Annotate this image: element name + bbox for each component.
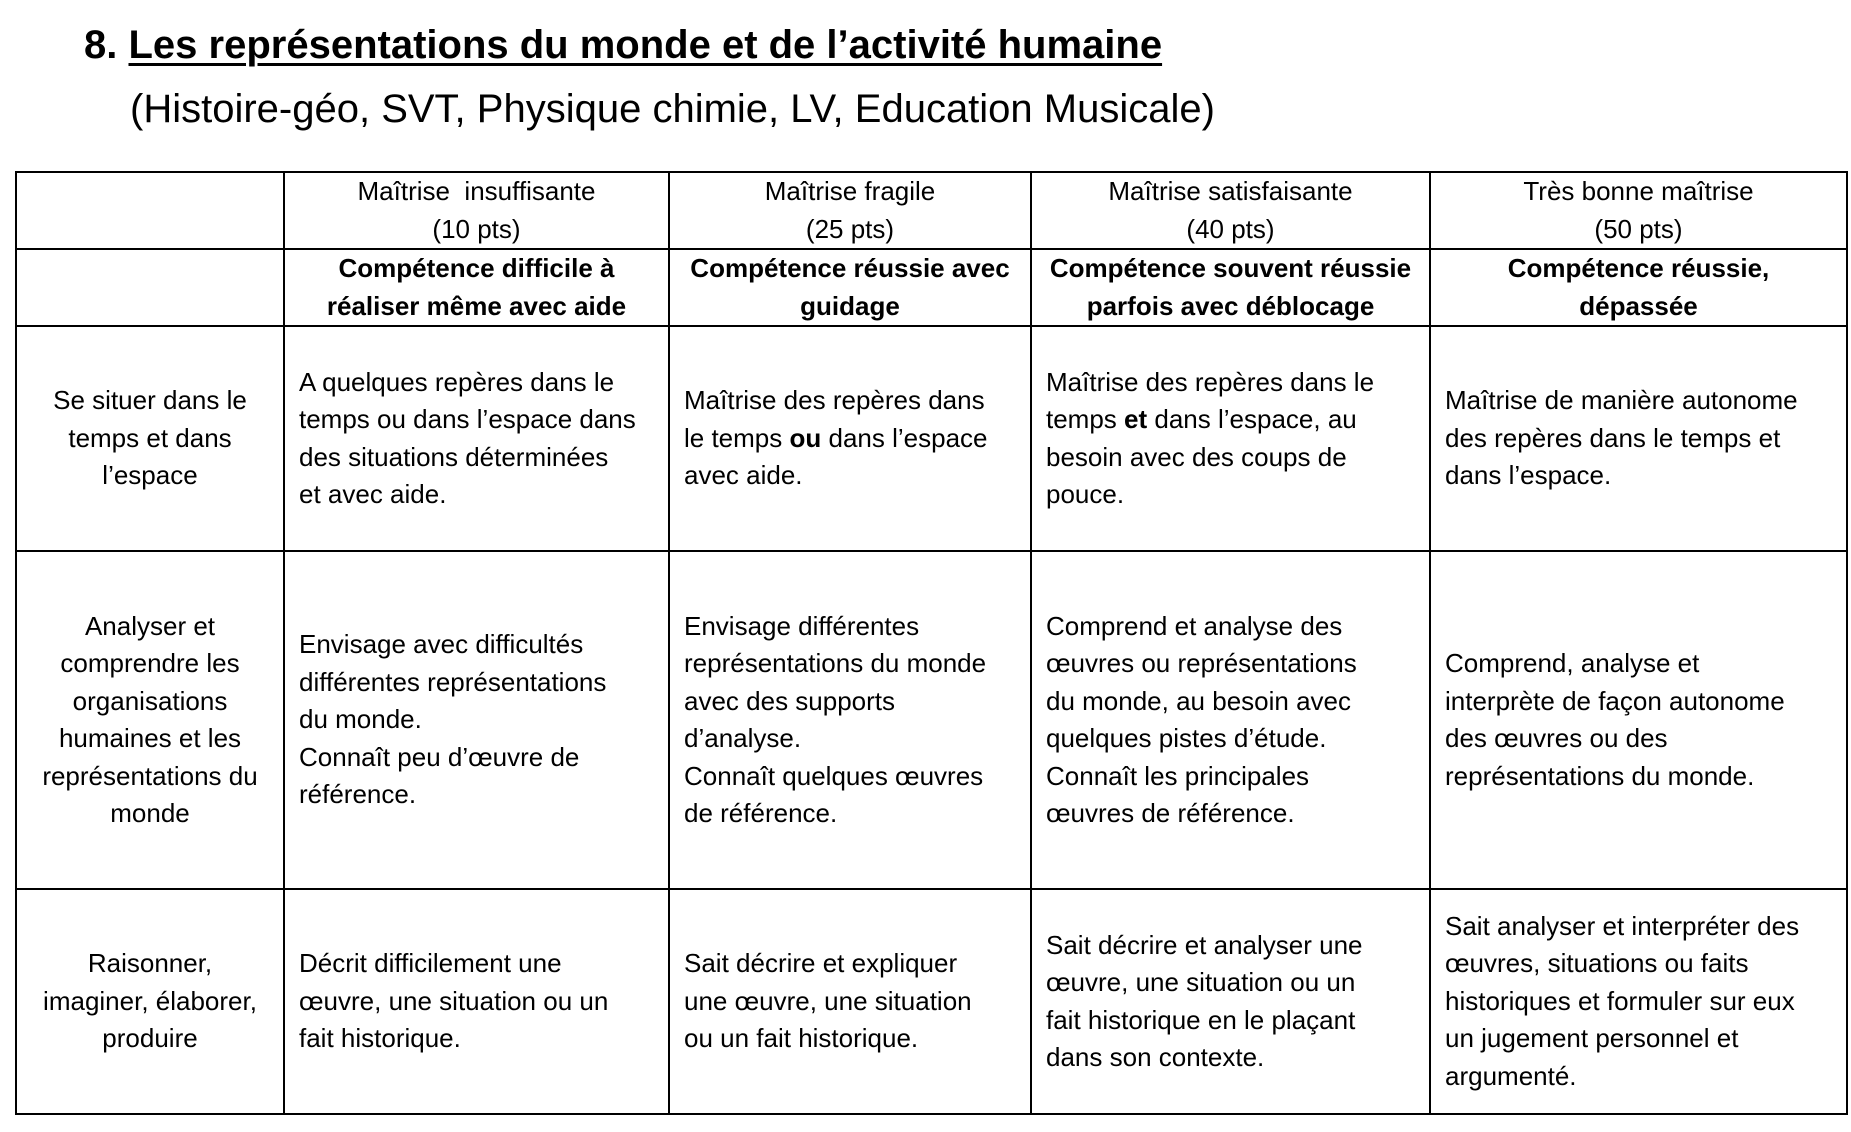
level-points: (25 pts)	[805, 213, 895, 244]
descriptor-cell	[1031, 889, 1430, 1114]
level-descriptor-cell	[1031, 249, 1430, 326]
cell-line: des situations déterminées	[299, 441, 609, 472]
cell-line: différentes représentations	[299, 666, 607, 697]
cell-line: ou un fait historique.	[684, 1023, 919, 1054]
criterion-line: produire	[102, 1023, 198, 1054]
criterion-cell	[16, 326, 284, 551]
cell-line: une œuvre, une situation	[684, 985, 972, 1016]
cell-line: un jugement personnel et	[1445, 1023, 1739, 1054]
cell-line: Envisage avec difficultés	[299, 629, 584, 660]
cell-line: Connaît les principales	[1046, 760, 1310, 791]
level-name: Très bonne maîtrise	[1523, 176, 1754, 206]
cell-line: dans son contexte.	[1046, 1042, 1265, 1072]
level-name: Maîtrise insuffisante	[357, 176, 596, 206]
level-descriptor-cell	[669, 249, 1031, 326]
header-row-levels	[16, 172, 1847, 249]
descriptor-cell	[1430, 551, 1847, 889]
section-title: Les représentations du monde et de l’activité humaine	[128, 23, 1163, 67]
cell-line: œuvre, une situation ou un	[1046, 967, 1356, 997]
table-row	[16, 326, 1847, 551]
cell-line: temps ou dans l’espace dans	[299, 404, 636, 434]
cell-line: de référence.	[684, 798, 838, 828]
evaluation-rubric-table	[15, 171, 1848, 1115]
level-descriptor-cell	[284, 249, 669, 326]
descriptor-line: Compétence difficile à	[338, 253, 615, 283]
level-name: Maîtrise fragile	[764, 176, 936, 206]
cell-line: représentations du monde.	[1445, 760, 1755, 791]
criterion-line: imaginer, élaborer,	[43, 985, 257, 1016]
descriptor-line: Compétence réussie avec	[690, 253, 1010, 283]
cell-line: Sait décrire et expliquer	[684, 948, 958, 979]
level-points: (10 pts)	[432, 213, 521, 244]
criterion-line: organisations	[72, 685, 228, 716]
cell-line: des repères dans le temps et	[1445, 422, 1781, 453]
descriptor-line: réaliser même avec aide	[326, 290, 627, 321]
cell-line	[1046, 401, 1415, 439]
cell-line: Envisage différentes	[684, 610, 920, 641]
emphasized-word: et	[1124, 404, 1148, 434]
cell-line	[684, 420, 1016, 458]
cell-line: Sait analyser et interpréter des	[1445, 910, 1800, 941]
cell-line: quelques pistes d’étude.	[1046, 723, 1327, 753]
criterion-line: l’espace	[102, 460, 198, 491]
cell-line: œuvre, une situation ou un	[299, 985, 609, 1016]
section-subtitle: (Histoire-géo, SVT, Physique chimie, LV, Education Musicale)	[130, 87, 1215, 131]
descriptor-line: Compétence souvent réussie	[1049, 253, 1412, 283]
cell-line: du monde.	[299, 704, 422, 735]
cell-line: Comprend et analyse des	[1046, 610, 1343, 641]
descriptor-cell	[1430, 889, 1847, 1114]
cell-line: Comprend, analyse et	[1445, 648, 1700, 678]
cell-line: fait historique en le plaçant	[1046, 1004, 1356, 1035]
descriptor-cell	[284, 551, 669, 889]
descriptor-cell	[669, 889, 1031, 1114]
level-header-cell	[1031, 172, 1430, 249]
level-header-cell	[284, 172, 669, 249]
criterion-line: Se situer dans le	[53, 385, 247, 416]
cell-line: Maîtrise des repères dans	[684, 385, 985, 416]
level-descriptor-cell	[1430, 249, 1847, 326]
cell-line: Sait décrire et analyser une	[1046, 929, 1363, 960]
criterion-cell	[16, 551, 284, 889]
level-points: (50 pts)	[1594, 213, 1683, 244]
table-row	[16, 551, 1847, 889]
criterion-line: comprendre les	[60, 648, 240, 678]
criterion-cell	[16, 889, 284, 1114]
cell-line: avec des supports	[684, 685, 896, 716]
cell-line: œuvres, situations ou faits	[1445, 948, 1749, 979]
cell-line: historiques et formuler sur eux	[1445, 985, 1795, 1016]
cell-text-segment: le temps	[684, 422, 790, 453]
descriptor-cell	[669, 551, 1031, 889]
cell-line: du monde, au besoin avec	[1046, 685, 1351, 716]
cell-line: pouce.	[1046, 479, 1125, 509]
cell-line: argumenté.	[1445, 1060, 1577, 1091]
cell-line: Décrit difficilement une	[299, 948, 562, 979]
cell-line: Maîtrise de manière autonome	[1445, 385, 1798, 416]
empty-corner-cell	[16, 172, 284, 249]
cell-line: référence.	[299, 779, 417, 810]
table-row	[16, 889, 1847, 1114]
level-points: (40 pts)	[1186, 213, 1275, 244]
section-heading	[84, 20, 1162, 70]
descriptor-cell	[284, 889, 669, 1114]
descriptor-cell	[1031, 326, 1430, 551]
cell-line: A quelques repères dans le	[299, 366, 615, 397]
cell-text-segment: temps	[1046, 404, 1125, 434]
descriptor-cell	[284, 326, 669, 551]
cell-text-segment: dans l’espace	[821, 422, 988, 453]
level-header-cell	[1430, 172, 1847, 249]
cell-line: œuvres de référence.	[1046, 798, 1295, 828]
criterion-line: humaines et les	[58, 723, 242, 753]
section-number: 8.	[84, 23, 118, 67]
descriptor-cell	[669, 326, 1031, 551]
criterion-line: Analyser et	[84, 610, 216, 641]
level-header-cell	[669, 172, 1031, 249]
cell-line: représentations du monde	[684, 648, 987, 678]
cell-line: dans l’espace.	[1445, 460, 1612, 491]
cell-line: fait historique.	[299, 1023, 461, 1054]
cell-line: besoin avec des coups de	[1046, 441, 1347, 472]
descriptor-line: Compétence réussie,	[1507, 253, 1770, 283]
cell-line: d’analyse.	[684, 723, 802, 753]
cell-line: avec aide.	[684, 460, 803, 491]
cell-line: et avec aide.	[299, 479, 447, 509]
header-row-descriptors	[16, 249, 1847, 326]
emphasized-word: ou	[789, 422, 822, 453]
criterion-line: monde	[110, 798, 190, 828]
descriptor-cell	[1031, 551, 1430, 889]
descriptor-line: dépassée	[1579, 290, 1698, 321]
criterion-line: Raisonner,	[87, 948, 213, 979]
empty-corner-cell	[16, 249, 284, 326]
criterion-line: temps et dans	[68, 422, 232, 453]
cell-line: Connaît quelques œuvres	[684, 760, 984, 791]
criterion-line: représentations du	[42, 760, 258, 791]
cell-line: Maîtrise des repères dans le	[1046, 366, 1375, 397]
cell-line: des œuvres ou des	[1445, 723, 1668, 753]
descriptor-line: guidage	[800, 290, 900, 321]
cell-line: œuvres ou représentations	[1046, 648, 1357, 678]
level-name: Maîtrise satisfaisante	[1108, 176, 1353, 206]
descriptor-cell	[1430, 326, 1847, 551]
descriptor-line: parfois avec déblocage	[1086, 290, 1375, 321]
cell-text-segment: dans l’espace, au	[1147, 404, 1357, 434]
cell-line: interprète de façon autonome	[1445, 685, 1785, 716]
cell-line: Connaît peu d’œuvre de	[299, 741, 580, 772]
